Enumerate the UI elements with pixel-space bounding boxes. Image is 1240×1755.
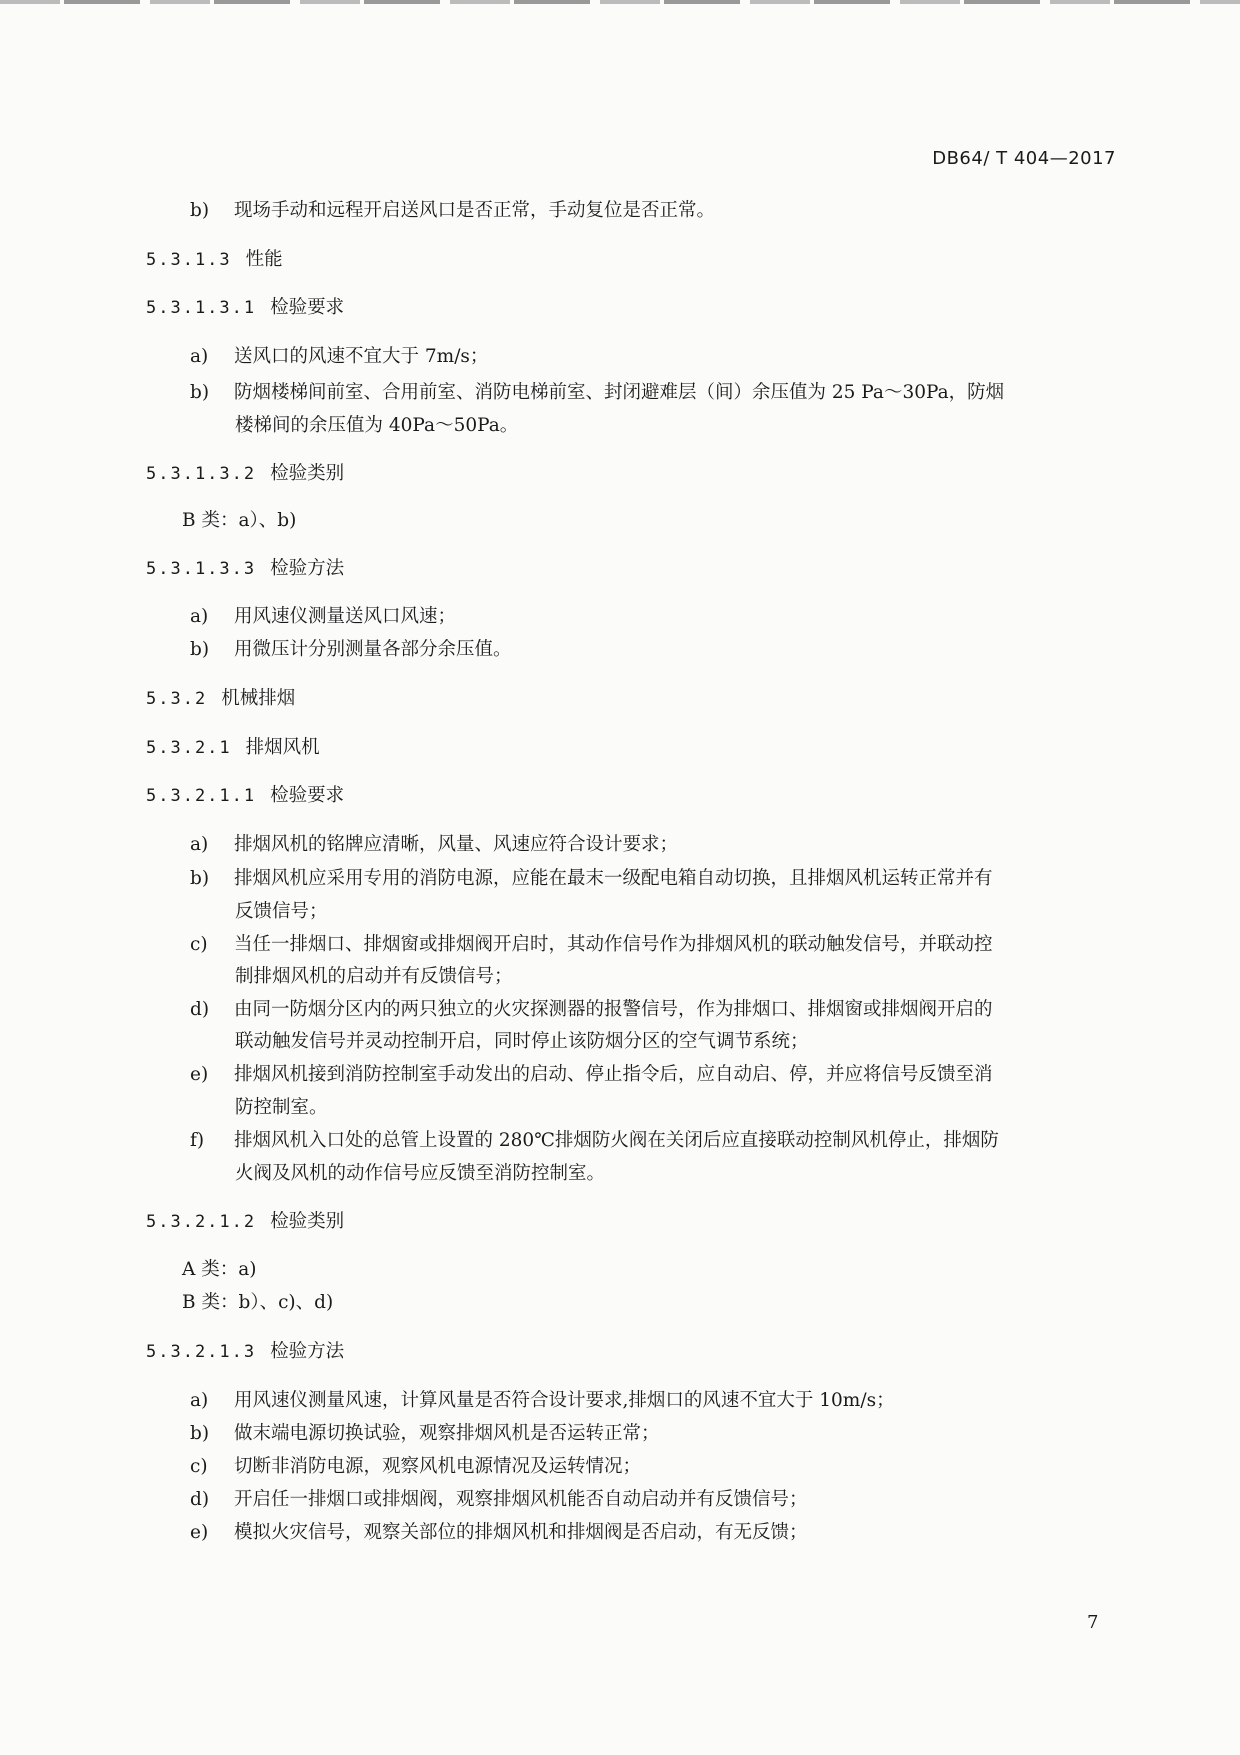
list-text: 模拟火灾信号，观察关部位的排烟风机和排烟阀是否启动，有无反馈； bbox=[234, 1522, 808, 1543]
section-number: 5.3.2.1.1 bbox=[146, 786, 257, 806]
section-number: 5.3.1.3.3 bbox=[146, 559, 257, 579]
list-item bbox=[190, 828, 678, 862]
list-text: 送风口的风速不宜大于 7m/s； bbox=[234, 346, 489, 367]
category-line: A 类：a) bbox=[182, 1259, 257, 1280]
list-text: 用风速仪测量送风口风速； bbox=[234, 606, 457, 627]
list-item bbox=[190, 376, 1004, 410]
section-heading bbox=[146, 1205, 344, 1239]
list-text: 用微压计分别测量各部分余压值。 bbox=[234, 639, 512, 660]
list-text: 当任一排烟口、排烟窗或排烟阀开启时，其动作信号作为排烟风机的联动触发信号，并联动控 bbox=[234, 934, 993, 955]
section-heading bbox=[146, 243, 283, 277]
list-marker: e) bbox=[190, 1064, 209, 1085]
section-title: 检验方法 bbox=[270, 558, 345, 579]
list-item bbox=[190, 1124, 999, 1158]
section-number: 5.3.2.1 bbox=[146, 738, 232, 758]
section-number: 5.3.2 bbox=[146, 689, 208, 709]
section-heading bbox=[146, 731, 320, 765]
scan-top-border bbox=[0, 0, 1240, 4]
list-continuation: 火阀及风机的动作信号应反馈至消防控制室。 bbox=[235, 1163, 606, 1184]
list-item bbox=[190, 1483, 808, 1517]
list-item bbox=[190, 340, 488, 374]
list-item bbox=[190, 194, 715, 228]
list-marker: b) bbox=[190, 200, 210, 221]
list-item bbox=[190, 928, 993, 962]
list-marker: b) bbox=[190, 639, 210, 660]
list-text: 由同一防烟分区内的两只独立的火灾探测器的报警信号，作为排烟口、排烟窗或排烟阀开启的 bbox=[234, 999, 993, 1020]
section-heading bbox=[146, 552, 344, 586]
section-title: 排烟风机 bbox=[245, 737, 320, 758]
list-item bbox=[190, 1384, 895, 1418]
list-marker: b) bbox=[190, 1423, 210, 1444]
section-title: 检验方法 bbox=[270, 1341, 345, 1362]
list-text: 防烟楼梯间前室、合用前室、消防电梯前室、封闭避难层（间）余压值为 25 Pa～30Pa，防烟 bbox=[234, 382, 1005, 403]
list-marker: a) bbox=[190, 346, 209, 367]
list-text: 排烟风机入口处的总管上设置的 280℃排烟防火阀在关闭后应直接联动控制风机停止，排烟防 bbox=[234, 1130, 999, 1151]
list-item bbox=[190, 1417, 660, 1451]
list-text: 排烟风机接到消防控制室手动发出的启动、停止指令后，应自动启、停，并应将信号反馈至消 bbox=[234, 1064, 993, 1085]
list-item bbox=[190, 1450, 641, 1484]
category-line: B 类：a）、b) bbox=[182, 510, 297, 531]
list-marker: b) bbox=[190, 382, 210, 403]
list-continuation: 制排烟风机的启动并有反馈信号； bbox=[235, 966, 513, 987]
section-title: 检验类别 bbox=[270, 1211, 345, 1232]
section-heading bbox=[146, 682, 295, 716]
list-item bbox=[190, 993, 993, 1027]
list-marker: a) bbox=[190, 606, 209, 627]
section-title: 性能 bbox=[245, 249, 283, 270]
list-continuation: 防控制室。 bbox=[235, 1097, 328, 1118]
list-continuation: 反馈信号； bbox=[235, 901, 328, 922]
list-item bbox=[190, 1516, 808, 1550]
section-title: 检验要求 bbox=[270, 297, 345, 318]
list-item bbox=[190, 633, 512, 667]
list-marker: e) bbox=[190, 1522, 209, 1543]
list-marker: a) bbox=[190, 1390, 209, 1411]
section-heading bbox=[146, 779, 344, 813]
list-marker: c) bbox=[190, 1456, 208, 1477]
list-item bbox=[190, 862, 993, 896]
section-number: 5.3.2.1.3 bbox=[146, 1342, 257, 1362]
list-text: 排烟风机的铭牌应清晰，风量、风速应符合设计要求； bbox=[234, 834, 679, 855]
list-item bbox=[190, 600, 456, 634]
list-text: 现场手动和远程开启送风口是否正常，手动复位是否正常。 bbox=[234, 200, 716, 221]
list-text: 切断非消防电源，观察风机电源情况及运转情况； bbox=[234, 1456, 642, 1477]
section-title: 机械排烟 bbox=[221, 688, 296, 709]
list-text: 排烟风机应采用专用的消防电源，应能在最末一级配电箱自动切换，且排烟风机运转正常并有 bbox=[234, 868, 993, 889]
section-heading bbox=[146, 1335, 344, 1369]
page-number: 7 bbox=[1087, 1612, 1099, 1633]
list-marker: d) bbox=[190, 1489, 210, 1510]
category-line: B 类：b）、c)、d) bbox=[182, 1292, 334, 1313]
document-id: DB64/ T 404—2017 bbox=[932, 148, 1116, 169]
list-text: 做末端电源切换试验，观察排烟风机是否运转正常； bbox=[234, 1423, 660, 1444]
list-text: 开启任一排烟口或排烟阀，观察排烟风机能否自动启动并有反馈信号； bbox=[234, 1489, 808, 1510]
list-marker: d) bbox=[190, 999, 210, 1020]
section-title: 检验要求 bbox=[270, 785, 345, 806]
list-continuation: 楼梯间的余压值为 40Pa～50Pa。 bbox=[235, 415, 519, 436]
section-number: 5.3.1.3.1 bbox=[146, 298, 257, 318]
section-title: 检验类别 bbox=[270, 463, 345, 484]
list-item bbox=[190, 1058, 993, 1092]
list-text: 用风速仪测量风速，计算风量是否符合设计要求,排烟口的风速不宜大于 10m/s； bbox=[234, 1390, 895, 1411]
list-continuation: 联动触发信号并灵动控制开启，同时停止该防烟分区的空气调节系统； bbox=[235, 1031, 809, 1052]
section-number: 5.3.1.3.2 bbox=[146, 464, 257, 484]
list-marker: b) bbox=[190, 868, 210, 889]
list-marker: f) bbox=[190, 1130, 205, 1151]
section-heading bbox=[146, 457, 344, 491]
list-marker: a) bbox=[190, 834, 209, 855]
section-number: 5.3.2.1.2 bbox=[146, 1212, 257, 1232]
section-heading bbox=[146, 291, 344, 325]
list-marker: c) bbox=[190, 934, 208, 955]
section-number: 5.3.1.3 bbox=[146, 250, 232, 270]
